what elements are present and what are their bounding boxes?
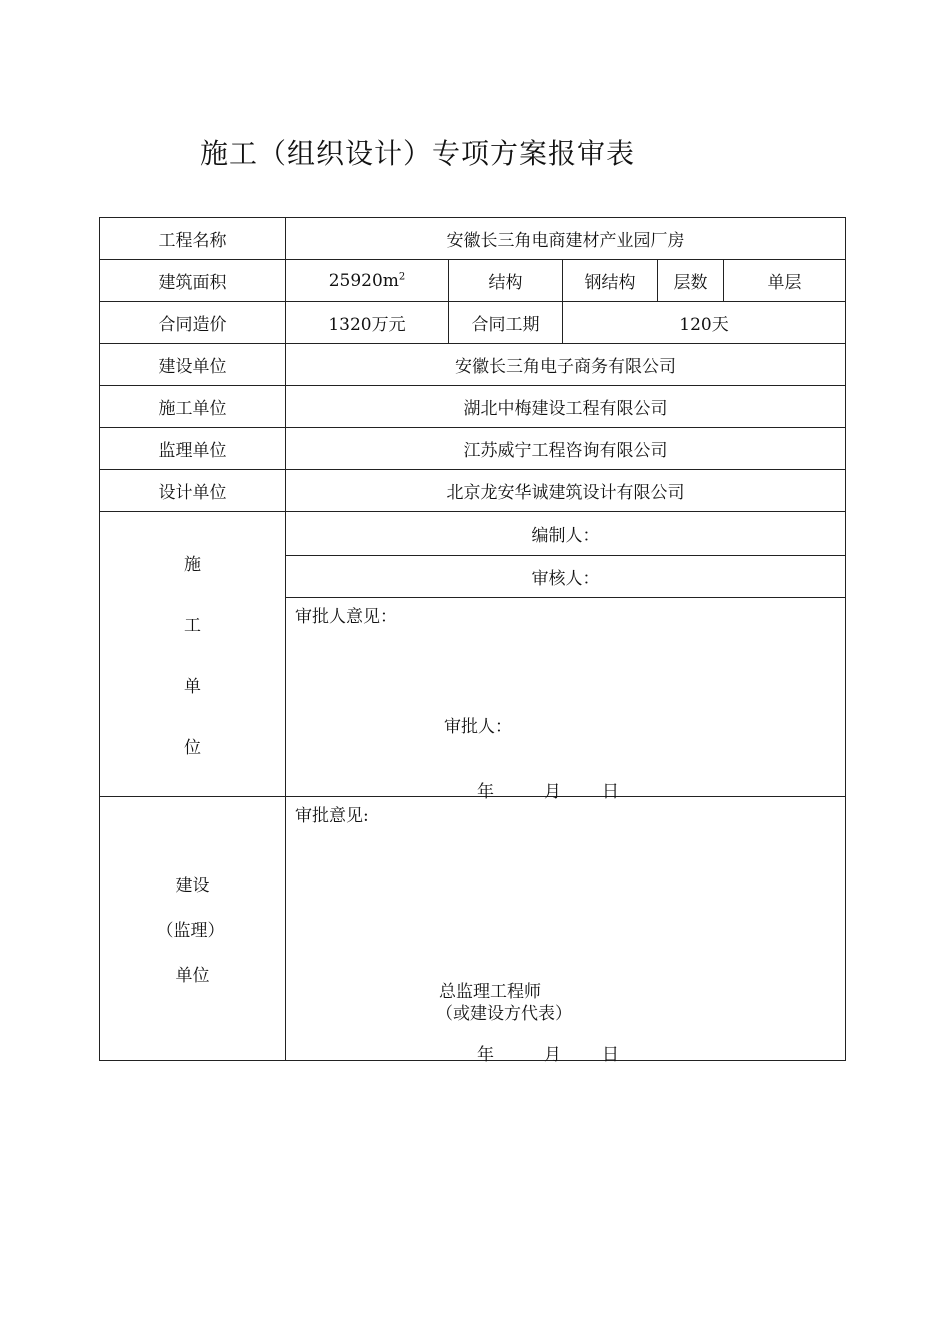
reviewer-field[interactable]: 审核人：: [286, 556, 846, 598]
value-floors: 单层: [724, 260, 846, 302]
construction-unit-label: [100, 512, 286, 797]
row-contract: [100, 302, 846, 344]
row-designer: [100, 470, 846, 512]
row-owner-approval: [100, 797, 846, 1061]
owner-opinion-field[interactable]: [286, 797, 846, 1065]
row-supervisor: [100, 428, 846, 470]
date-day: 日: [602, 1045, 619, 1065]
label-contractor: 施工单位: [100, 386, 286, 428]
vertical-char: 位: [184, 738, 201, 758]
value-designer: 北京龙安华诚建筑设计有限公司: [286, 470, 846, 512]
vertical-char: 单: [184, 677, 201, 697]
label-building-area: 建筑面积: [100, 260, 286, 302]
approver-opinion-label: 审批人意见：: [295, 607, 397, 627]
value-building-area: [286, 260, 449, 302]
value-owner: 安徽长三角电子商务有限公司: [286, 344, 846, 386]
label-line: 单位: [175, 966, 210, 986]
approver-label: 审批人：: [444, 717, 512, 737]
label-line: （监理）: [156, 921, 225, 941]
date-year: 年: [477, 1045, 494, 1065]
row-project-name: [100, 218, 846, 260]
label-contract-price: 合同造价: [100, 302, 286, 344]
vertical-char: 工: [184, 616, 201, 636]
label-supervisor: 监理单位: [100, 428, 286, 470]
label-structure: 结构: [449, 260, 563, 302]
label-floors: 层数: [658, 260, 724, 302]
row-owner: [100, 344, 846, 386]
page-title: 施工（组织设计）专项方案报审表: [200, 137, 636, 170]
value-supervisor: 江苏威宁工程咨询有限公司: [286, 428, 846, 470]
approval-form-table: [99, 217, 846, 1065]
label-project-name: 工程名称: [100, 218, 286, 260]
compiler-field[interactable]: 编制人：: [286, 512, 846, 556]
label-designer: 设计单位: [100, 470, 286, 512]
date-month: 月: [544, 782, 561, 802]
label-contract-period: 合同工期: [449, 302, 563, 344]
date-year: 年: [477, 782, 494, 802]
value-contractor: 湖北中梅建设工程有限公司: [286, 386, 846, 428]
value-contract-price: 1320万元: [286, 302, 449, 344]
owner-rep-label: （或建设方代表）: [436, 1004, 572, 1024]
approver-opinion-field[interactable]: [286, 598, 846, 802]
value-project-name: 安徽长三角电商建材产业园厂房: [286, 218, 846, 260]
label-owner: 建设单位: [100, 344, 286, 386]
value-structure: 钢结构: [563, 260, 658, 302]
row-contractor: [100, 386, 846, 428]
chief-engineer-label: 总监理工程师: [439, 982, 541, 1002]
row-building-area: [100, 260, 846, 302]
label-line: 建设: [175, 876, 210, 896]
row-compiler: [100, 512, 846, 556]
date-month: 月: [544, 1045, 561, 1065]
vertical-char: 施: [184, 555, 201, 575]
owner-opinion-label: 审批意见:: [295, 806, 369, 826]
value-contract-period: 120天: [563, 302, 846, 344]
date-day: 日: [602, 782, 619, 802]
area-number: 25920m: [328, 270, 399, 291]
area-superscript: 2: [398, 270, 406, 282]
owner-supervisor-unit-label: [100, 797, 286, 1061]
